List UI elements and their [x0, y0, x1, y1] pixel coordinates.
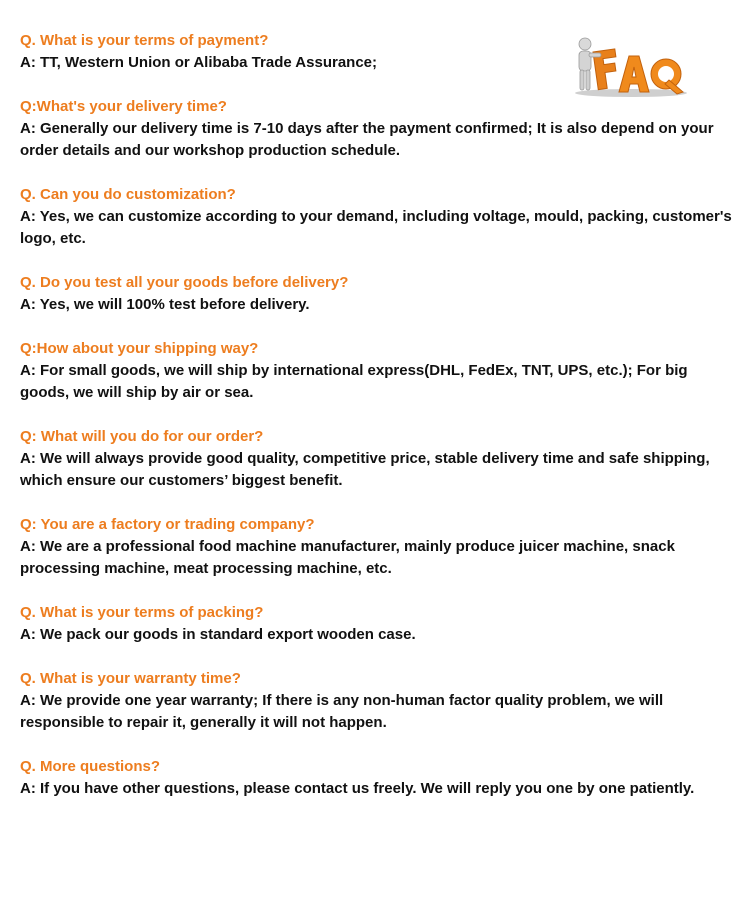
faq-answer: A: We will always provide good quality, competitive price, stable delivery time and safe shipping, which ensure our customers’ biggest benefit. [20, 450, 710, 489]
faq-answer: A: For small goods, we will ship by international express(DHL, FedEx, TNT, UPS, etc.); For big goods, we will ship by air or sea. [20, 362, 688, 401]
faq-question: Q. What is your warranty time? [20, 670, 241, 687]
faq-item-payment [20, 30, 732, 74]
faq-answer: A: TT, Western Union or Alibaba Trade Assurance; [20, 54, 378, 71]
faq-item-shipping [20, 338, 732, 404]
faq-answer: A: Yes, we will 100% test before delivery. [20, 296, 310, 313]
faq-answer: A: We are a professional food machine manufacturer, mainly produce juicer machine, snack processing machine, meat processing machine, etc. [20, 538, 675, 577]
faq-question: Q: You are a factory or trading company? [20, 516, 315, 533]
faq-item-order-service [20, 426, 732, 492]
faq-answer: A: Yes, we can customize according to your demand, including voltage, mould, packing, customer's logo, etc. [20, 208, 732, 247]
faq-question: Q. Do you test all your goods before delivery? [20, 274, 349, 291]
faq-item-more-questions [20, 756, 732, 800]
faq-answer: A: Generally our delivery time is 7-10 days after the payment confirmed; It is also depend on your order details and our workshop production schedule. [20, 120, 714, 159]
faq-answer: A: We pack our goods in standard export wooden case. [20, 626, 416, 643]
faq-item-packing [20, 602, 732, 646]
faq-question: Q:How about your shipping way? [20, 340, 259, 357]
faq-item-customization [20, 184, 732, 250]
faq-question: Q. More questions? [20, 758, 161, 775]
faq-question: Q. Can you do customization? [20, 186, 236, 203]
faq-question: Q. What is your terms of packing? [20, 604, 264, 621]
faq-item-testing [20, 272, 732, 316]
faq-answer: A: If you have other questions, please contact us freely. We will reply you one by one patiently. [20, 780, 695, 797]
faq-question: Q. What is your terms of payment? [20, 32, 269, 49]
faq-item-warranty [20, 668, 732, 734]
faq-item-delivery-time [20, 96, 732, 162]
faq-list [20, 30, 732, 822]
faq-question: Q: What will you do for our order? [20, 428, 264, 445]
faq-question: Q:What's your delivery time? [20, 98, 227, 115]
faq-item-company-type [20, 514, 732, 580]
faq-answer: A: We provide one year warranty; If there is any non-human factor quality problem, we will responsible to repair it, generally it will not happen. [20, 692, 664, 731]
